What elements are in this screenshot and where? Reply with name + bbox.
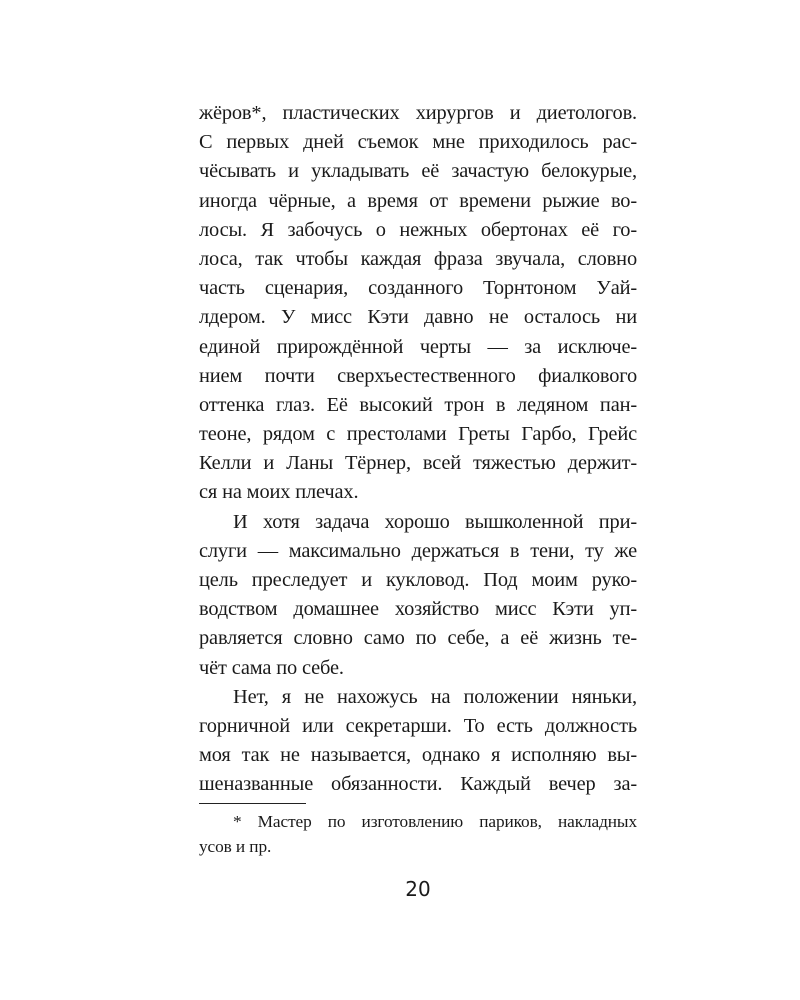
text-line: чёсывать и укладывать её зачастую белокурые, bbox=[199, 160, 637, 183]
text-line: водством домашнее хозяйство мисс Кэти уп- bbox=[199, 598, 637, 621]
text-line: слуги — максимально держаться в тени, ту же bbox=[199, 539, 637, 562]
text-line: чёт сама по себе. bbox=[199, 656, 344, 679]
text-line: моя так не называется, однако я исполняю вы- bbox=[199, 744, 637, 767]
text-line: горничной или секретарши. То есть должность bbox=[199, 714, 637, 737]
text-line: равляется словно само по себе, а её жизнь те- bbox=[199, 627, 637, 650]
text-line: иногда чёрные, а время от времени рыжие во- bbox=[199, 189, 637, 212]
text-line: цель преследует и кукловод. Под моим руко- bbox=[199, 569, 637, 591]
text-line: лоса, так чтобы каждая фраза звучала, словно bbox=[199, 247, 637, 270]
text-line: С первых дней съемок мне приходилось рас- bbox=[199, 131, 637, 154]
page-number: 20 bbox=[405, 877, 431, 901]
footnote bbox=[199, 810, 637, 859]
text-line: лдером. У мисс Кэти давно не осталось ни bbox=[199, 306, 637, 329]
text-line: шеназванные обязанности. Каждый вечер за- bbox=[199, 773, 637, 796]
text-line: оттенка глаз. Её высокий трон в ледяном пан- bbox=[199, 393, 637, 416]
text-line: жёров*, пластических хирургов и диетологов. bbox=[199, 102, 637, 124]
footnote-line: усов и пр. bbox=[199, 836, 272, 856]
text-line: ся на моих плечах. bbox=[199, 481, 359, 504]
text-line: часть сценария, созданного Торнтоном Уай- bbox=[199, 277, 637, 300]
text-line: теоне, рядом с престолами Греты Гарбо, Грейс bbox=[199, 423, 637, 446]
text-line: Нет, я не нахожусь на положении няньки, bbox=[233, 685, 637, 708]
footnote-line: * Мастер по изготовлению париков, накладных bbox=[233, 812, 637, 831]
text-line: лосы. Я забочусь о нежных обертонах её го- bbox=[199, 218, 637, 241]
body-text bbox=[199, 99, 637, 800]
text-line: И хотя задача хорошо вышколенной при- bbox=[233, 510, 637, 533]
text-line: единой прирождённой черты — за исключе- bbox=[199, 335, 637, 358]
text-line: Келли и Ланы Тёрнер, всей тяжестью держит- bbox=[199, 452, 637, 475]
text-line: нием почти сверхъестественного фиалкового bbox=[199, 364, 637, 387]
footnote-divider bbox=[199, 803, 306, 804]
